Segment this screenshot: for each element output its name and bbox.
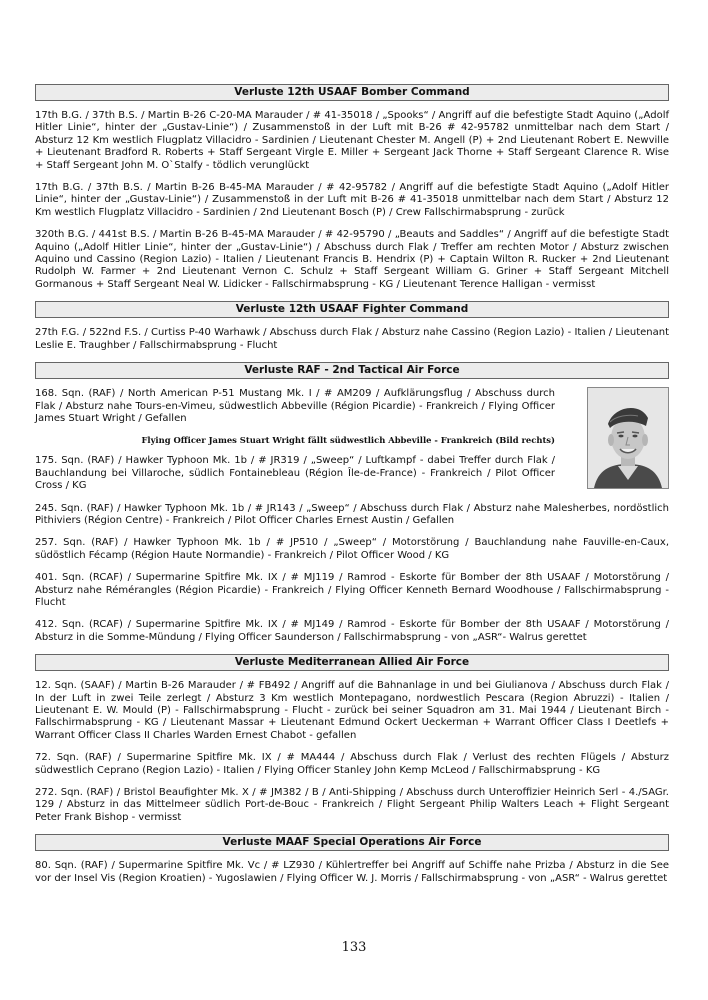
loss-entry: 17th B.G. / 37th B.S. / Martin B-26 C-20-MA Marauder / # 41-35018 / „Spooks“ / Angriff auf die befestigte Stadt Aquino („Adolf Hitler Linie“, hinter der „Gustav-Linie“) / Zusammenstoß in der Luft mit B-26 # 42-95782 unmittelbar nach dem Start / Absturz 12 Km westlich Flugplatz Villacidro - Sardinien / Lieutenant Chester M. Angell (P) + 2nd Lieutenant Robert E. Newville + Lieutenant Bradford R. Roberts + Staff Sergeant Virgle E. Miller + Sergeant Jack Thorne + Staff Sergeant Clarence R. Wise + Staff Sergeant John M. O`Stalfy - tödlich verunglückt bbox=[35, 110, 669, 171]
loss-entry: 257. Sqn. (RAF) / Hawker Typhoon Mk. 1b / # JP510 / „Sweep“ / Motorstörung / Bauchlandung nahe Fauville-en-Caux, südöstlich Fécamp (Région Haute Normandie) - Frankreich / Pilot Officer Wood / KG bbox=[35, 537, 669, 561]
portrait-photo bbox=[587, 387, 669, 489]
photo-caption: Flying Officer James Stuart Wright fällt südwestlich Abbeville - Frankreich (Bild rechts) bbox=[141, 435, 555, 446]
portrait-photo-image bbox=[588, 388, 668, 488]
loss-entry: 272. Sqn. (RAF) / Bristol Beaufighter Mk. X / # JM382 / B / Anti-Shipping / Abschuss durch Unteroffizier Heinrich Serl - 4./SAGr. 129 / Absturz in das Mittelmeer südlich Port-de-Bouc - Frankreich / Flight Sergeant Philip Walters Leach + Flight Sergeant Peter Frank Bishop - vermisst bbox=[35, 787, 669, 823]
page-number: 133 bbox=[341, 940, 367, 955]
document-page bbox=[35, 84, 669, 895]
loss-entry: 245. Sqn. (RAF) / Hawker Typhoon Mk. 1b / # JR143 / „Sweep“ / Abschuss durch Flak / Absturz nahe Malesherbes, nordöstlich Pithiviers (Région Centre) - Frankreich / Pilot Officer Charles Ernest Austin / Gefallen bbox=[35, 502, 669, 526]
loss-entry: 175. Sqn. (RAF) / Hawker Typhoon Mk. 1b / # JR319 / „Sweep“ / Luftkampf - dabei Treffer durch Flak / Bauchlandung bei Villaroche, südlich Fontainebleau (Région Île-de-France) - Frankreich / Pilot Officer Cross / KG bbox=[35, 455, 555, 492]
section-header-raf-2nd-taf: Verluste RAF - 2nd Tactical Air Force bbox=[35, 362, 669, 379]
loss-entry: 72. Sqn. (RAF) / Supermarine Spitfire Mk. IX / # MA444 / Abschuss durch Flak / Verlust des rechten Flügels / Absturz südwestlich Ceprano (Region Lazio) - Italien / Flying Officer Stanley John Kemp McLeod / Fallschirmabsprung - KG bbox=[35, 752, 669, 776]
loss-entry: 401. Sqn. (RCAF) / Supermarine Spitfire Mk. IX / # MJ119 / Ramrod - Eskorte für Bomber der 8th USAAF / Motorstörung / Absturz nahe Rémérangles (Région Picardie) - Frankreich / Flying Officer Kenneth Bernard Woodhouse / Fallschirmabsprung - Flucht bbox=[35, 572, 669, 608]
loss-entry: 168. Sqn. (RAF) / North American P-51 Mustang Mk. I / # AM209 / Aufklärungsflug / Abschuss durch Flak / Absturz nahe Tours-en-Vimeu, südwestlich Abbeville (Région Picardie) - Frankreich / Flying Officer James Stuart Wright / Gefallen bbox=[35, 388, 555, 424]
loss-entry: 320th B.G. / 441st B.S. / Martin B-26 B-45-MA Marauder / # 42-95790 / „Beauts and Saddles“ / Angriff auf die befestigte Stadt Aquino („Adolf Hitler Linie“, hinter der „Gustav-Linie“) / Abschuss durch Flak / Treffer am rechten Motor / Absturz zwischen Aquino und Cassino (Region Lazio) - Italien / Lieutenant Francis B. Hendrix (P) + Captain Wilton R. Rucker + 2nd Lieutenant Rudolph W. Farmer + 2nd Lieutenant Vernon C. Schulz + Staff Sergeant William G. Griner + Staff Sergeant Mitchell Gormanous + Staff Sergeant Neal W. Lidicker - Fallschirmabsprung - KG / Lieutenant Terence Halligan - vermisst bbox=[35, 229, 669, 290]
loss-entry: 27th F.G. / 522nd F.S. / Curtiss P-40 Warhawk / Abschuss durch Flak / Absturz nahe Cassino (Region Lazio) - Italien / Lieutenant Leslie E. Traughber / Fallschirmabsprung - Flucht bbox=[35, 327, 669, 351]
section-header-bomber-command: Verluste 12th USAAF Bomber Command bbox=[35, 84, 669, 101]
loss-entry: 412. Sqn. (RCAF) / Supermarine Spitfire Mk. IX / # MJ149 / Ramrod - Eskorte für Bomber der 8th USAAF / Motorstörung / Absturz in die Somme-Mündung / Flying Officer Saunderson / Fallschirmabsprung - von „ASR“- Walrus gerettet bbox=[35, 619, 669, 643]
loss-entry: 12. Sqn. (SAAF) / Martin B-26 Marauder / # FB492 / Angriff auf die Bahnanlage in und bei Giulianova / Abschuss durch Flak / In der Luft in zwei Teile zerlegt / Absturz 3 Km westlich Montepagano, nordwestlich Pescara (Region Abruzzi) - Italien / Lieutenant E. W. Mould (P) - Fallschirmabsprung - Flucht - zurück bei seiner Squadron am 31. Mai 1944 / Lieutenant Birch - Fallschirmabsprung - KG / Lieutenant Massar + Lieutenant Edmund Ockert Ueckerman + Warrant Officer Class I Deetlefs + Warrant Officer Class II Charles Warden Ernest Chabot - gefallen bbox=[35, 680, 669, 741]
loss-entry: 17th B.G. / 37th B.S. / Martin B-26 B-45-MA Marauder / # 42-95782 / Angriff auf die befestigte Stadt Aquino („Adolf Hitler Linie“, hinter der „Gustav-Linie“) / Zusammenstoß in der Luft mit B-26 # 41-35018 unmittelbar nach dem Start / Absturz 12 Km westlich Flugplatz Villacidro - Sardinien / 2nd Lieutenant Bosch (P) / Crew Fallschirmabsprung - zurück bbox=[35, 182, 669, 218]
section-header-mediterranean-aaf: Verluste Mediterranean Allied Air Force bbox=[35, 654, 669, 671]
section-header-maaf-special-ops: Verluste MAAF Special Operations Air Force bbox=[35, 834, 669, 851]
loss-entry: 80. Sqn. (RAF) / Supermarine Spitfire Mk. Vc / # LZ930 / Kühlertreffer bei Angriff auf Schiffe nahe Prizba / Absturz in die See vor der Insel Vis (Region Kroatien) - Yugoslawien / Flying Officer W. J. Morris / Fallschirmabsprung - von „ASR“ - Walrus gerettet bbox=[35, 860, 669, 884]
section-header-fighter-command: Verluste 12th USAAF Fighter Command bbox=[35, 301, 669, 318]
photo-block bbox=[35, 388, 669, 492]
